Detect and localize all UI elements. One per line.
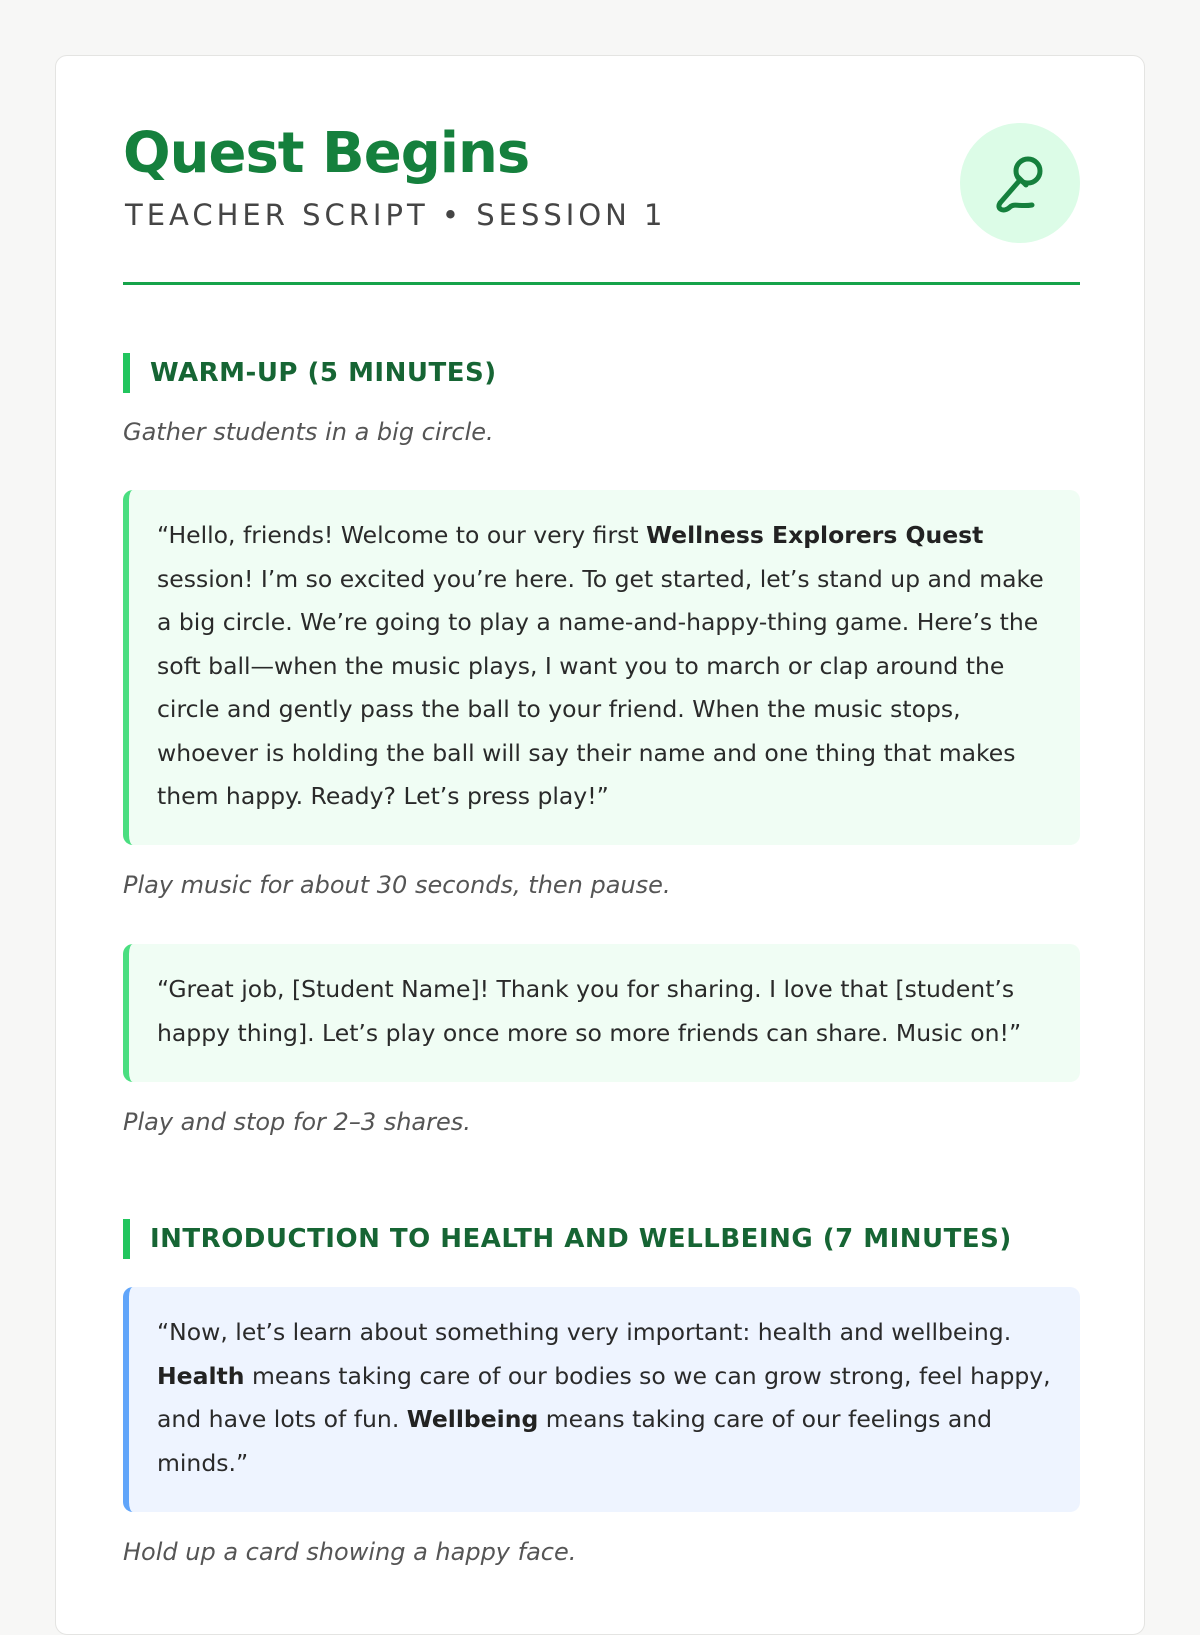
- page-title: Quest Begins: [123, 121, 530, 186]
- stage-direction: Gather students in a big circle.: [123, 418, 494, 446]
- script-text: “Now, let’s learn about something very important: health and wellbeing.: [157, 1318, 1012, 1346]
- microphone-badge: [960, 123, 1080, 243]
- script-emphasis: Wellness Explorers Quest: [646, 521, 984, 549]
- script-text: “Hello, friends! Welcome to our very first: [157, 521, 647, 549]
- script-text: means taking care of our bodies so we can grow strong, feel happy, and have lots of fun.: [157, 1361, 1051, 1433]
- header-divider: [123, 282, 1080, 285]
- section-heading-warm-up: WARM-UP (5 MINUTES): [123, 353, 497, 393]
- script-text: “Great job, [Student Name]! Thank you for sharing. I love that [student’s happy thing]. Let’s play once more so more friends can share. Music on!”: [157, 975, 1022, 1047]
- stage-direction: Play music for about 30 seconds, then pause.: [123, 871, 671, 899]
- script-text: means taking care of our feelings and minds.”: [157, 1405, 993, 1477]
- script-text: session! I’m so excited you’re here. To get started, let’s stand up and make a big circle. We’re going to play a name-and-happy-thing game. Here’s the soft ball—when the music plays, I want you to march or clap around the circle and gently pass the ball to your friend. When the music stops, whoever is holding the ball will say their name and one thing that makes them happy. Ready? Let’s press play!”: [157, 564, 1044, 810]
- microphone-icon: [988, 151, 1052, 215]
- section-heading-introduction: INTRODUCTION TO HEALTH AND WELLBEING (7 MINUTES): [123, 1219, 1012, 1259]
- card-content: [123, 56, 1080, 1566]
- script-card: [55, 55, 1145, 1635]
- script-block: [123, 490, 1080, 845]
- stage-direction: Play and stop for 2–3 shares.: [123, 1108, 471, 1136]
- stage-direction: Hold up a card showing a happy face.: [123, 1538, 577, 1566]
- script-emphasis: Health: [157, 1361, 245, 1390]
- page-header: [123, 56, 1080, 286]
- page-subtitle: TEACHER SCRIPT • SESSION 1: [125, 198, 667, 232]
- script-emphasis: Wellbeing: [406, 1405, 539, 1433]
- script-block: [123, 944, 1080, 1082]
- script-block: [123, 1287, 1080, 1512]
